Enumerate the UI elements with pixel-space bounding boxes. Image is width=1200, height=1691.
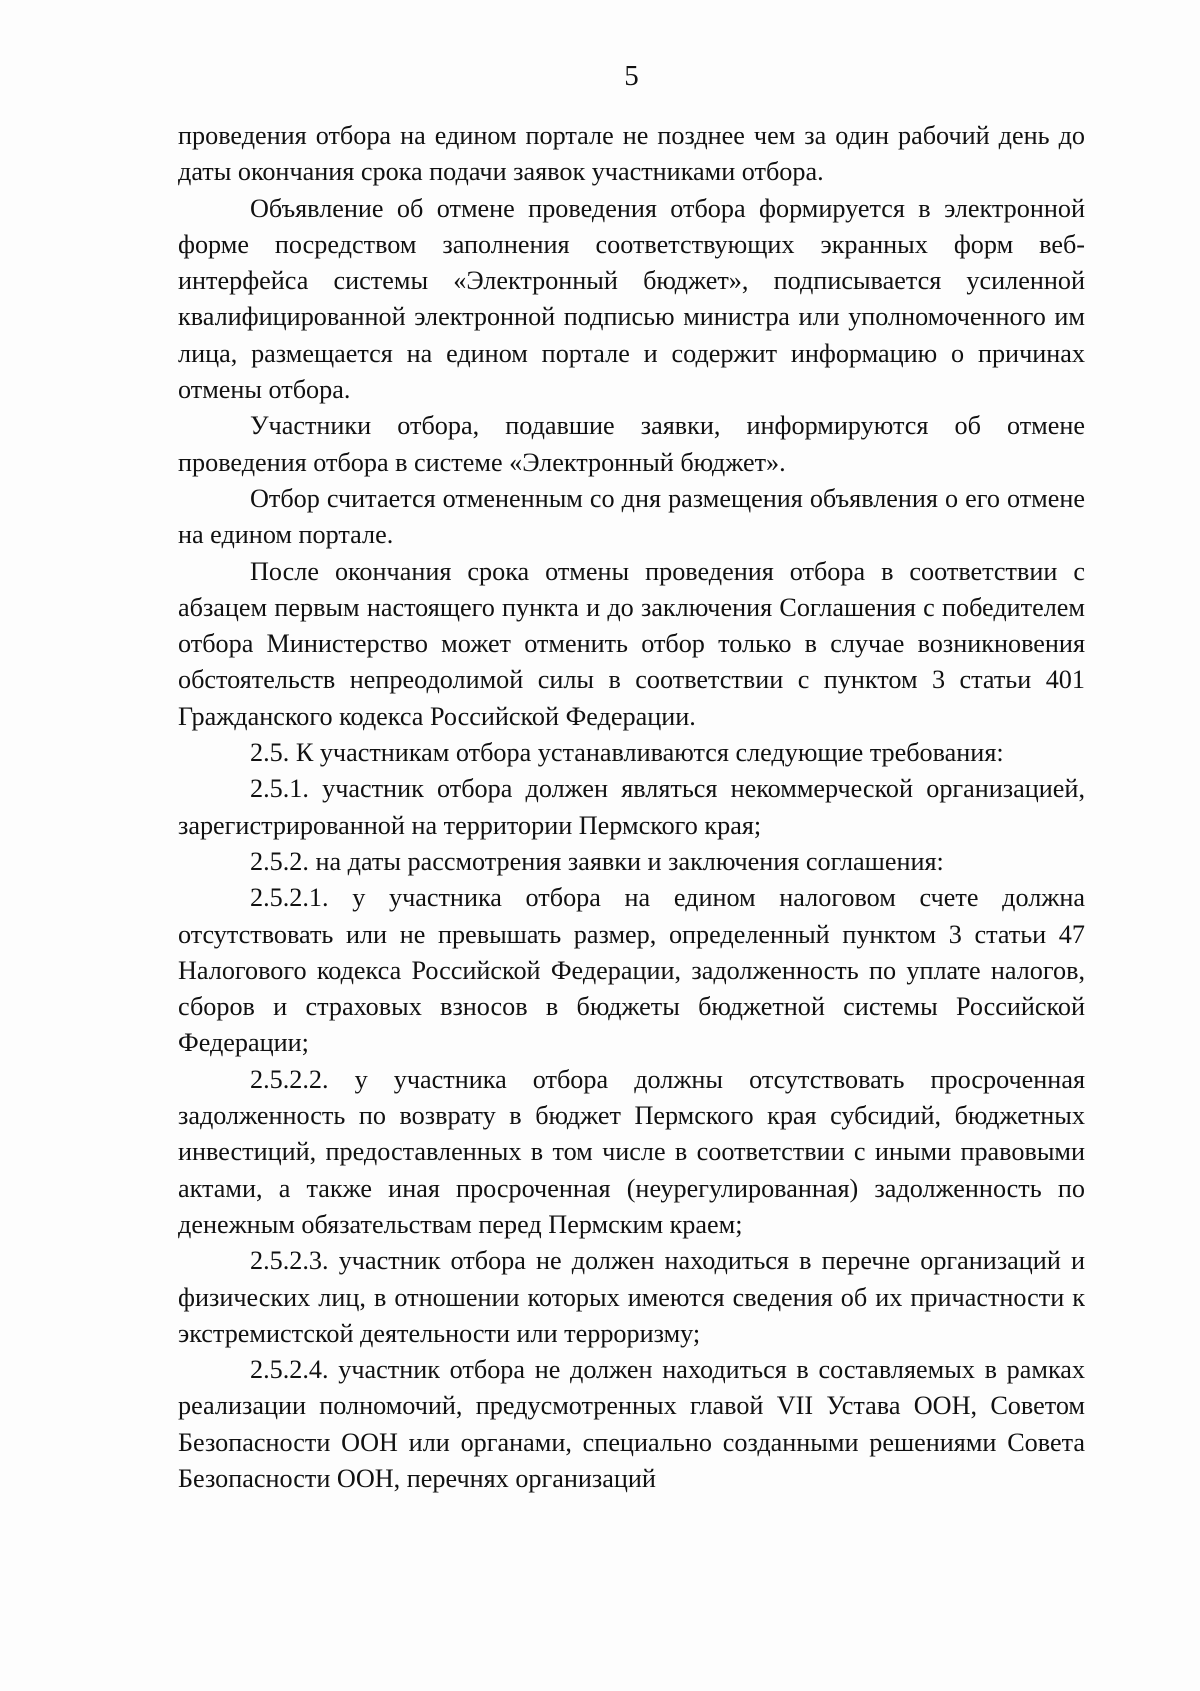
paragraph-2-5-2-1: 2.5.2.1. у участника отбора на едином налоговом счете должна отсутствовать или не превышать размер, определенный пунктом 3 статьи 47 Налогового кодекса Российской Федерации, задолженность по уплате налогов, сборов и страховых взносов в бюджеты бюджетной системы Российской Федерации; xyxy=(178,883,1085,1058)
paragraph-2-5-requirements: 2.5. К участникам отбора устанавливаются следующие требования: xyxy=(250,738,1004,768)
paragraph-2-5-1: 2.5.1. участник отбора должен являться некоммерческой организацией, зарегистрированной на территории Пермского края; xyxy=(178,774,1085,840)
paragraph-cancellation-announcement: Объявление об отмене проведения отбора формируется в электронной форме посредством заполнения соответствующих экранных форм веб-интерфейса системы «Электронный бюджет», подписывается усиленной квалифицированной электронной подписью министра или уполномоченного им лица, размещается на едином портале и содержит информацию о причинах отмены отбора. xyxy=(178,193,1085,405)
paragraph-2-5-2: 2.5.2. на даты рассмотрения заявки и заключения соглашения: xyxy=(250,846,944,876)
paragraph-2-5-2-4: 2.5.2.4. участник отбора не должен находиться в составляемых в рамках реализации полномочий, предусмотренных главой VII Устава ООН, Советом Безопасности ООН или органами, специально созданными решениями Совета Безопасности ООН, перечнях организаций xyxy=(178,1355,1085,1493)
page-number: 5 xyxy=(624,60,639,92)
paragraph-force-majeure: После окончания срока отмены проведения отбора в соответствии с абзацем первым настоящего пункта и до заключения Соглашения с победителем отбора Министерство может отменить отбор только в случае возникновения обстоятельств непреодолимой силы в соответствии с пунктом 3 статьи 401 Гражданского кодекса Российской Федерации. xyxy=(178,556,1085,731)
paragraph-2-5-2-3: 2.5.2.3. участник отбора не должен находиться в перечне организаций и физических лиц, в отношении которых имеются сведения об их причастности к экстремистской деятельности или терроризму; xyxy=(178,1246,1085,1348)
paragraph-selection-cancelled: Отбор считается отмененным со дня размещения объявления о его отмене на едином портале. xyxy=(178,483,1085,550)
paragraph-participants-informed: Участники отбора, подавшие заявки, информируются об отмене проведения отбора в системе «Электронный бюджет». xyxy=(178,411,1085,477)
paragraph-continuation: проведения отбора на едином портале не позднее чем за один рабочий день до даты окончания срока подачи заявок участниками отбора. xyxy=(178,121,1085,187)
document-body xyxy=(178,118,1085,1497)
paragraph-2-5-2-2: 2.5.2.2. у участника отбора должны отсутствовать просроченная задолженность по возврату в бюджет Пермского края субсидий, бюджетных инвестиций, предоставленных в том числе в соответствии с иными правовыми актами, а также иная просроченная (неурегулированная) задолженность по денежным обязательствам перед Пермским краем; xyxy=(178,1064,1085,1239)
